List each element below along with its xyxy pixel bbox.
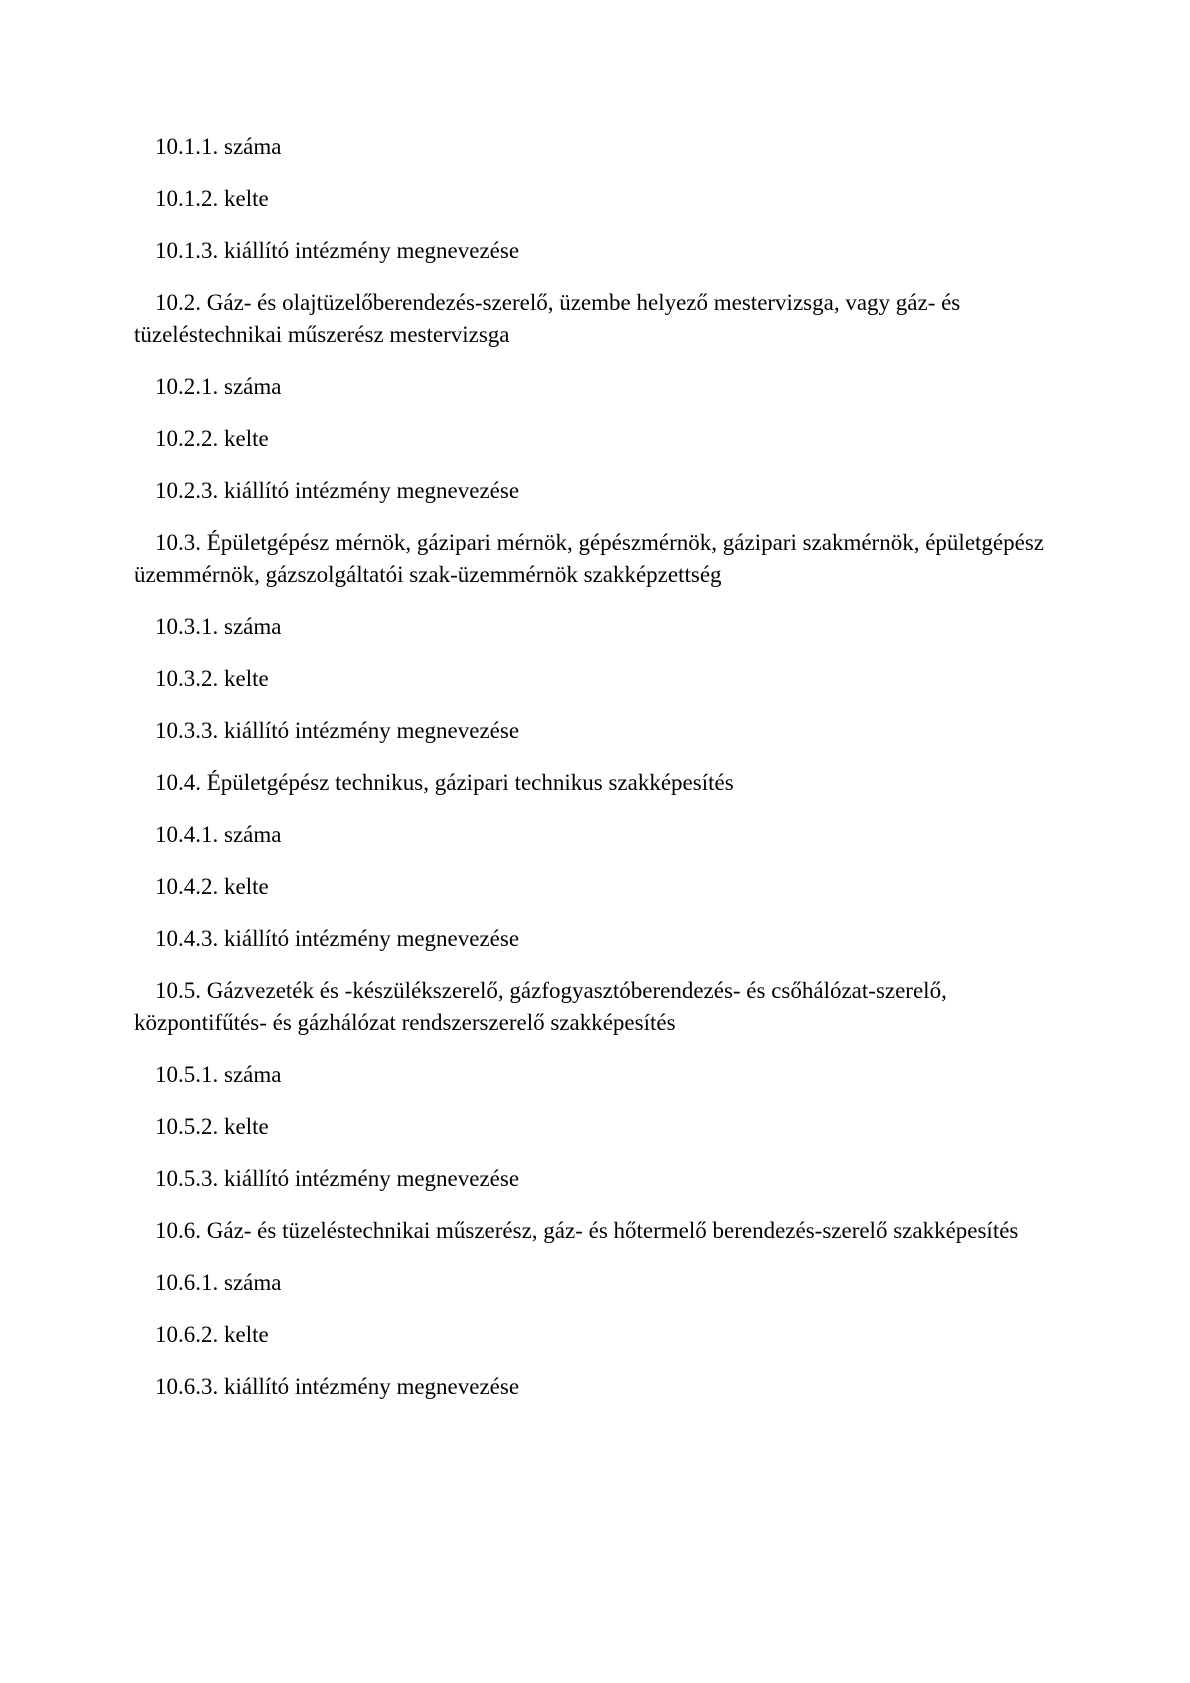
paragraph-10-2: 10.2. Gáz- és olajtüzelőberendezés-szerelő, üzembe helyező mestervizsga, vagy gáz- és tüzeléstechnikai műszerész mestervizsga [134, 290, 961, 347]
paragraph-10-2-2: 10.2.2. kelte [155, 426, 269, 451]
paragraph-10-2-3: 10.2.3. kiállító intézmény megnevezése [155, 478, 520, 503]
paragraph-10-6-1: 10.6.1. száma [155, 1270, 282, 1295]
paragraph-10-4-1: 10.4.1. száma [155, 822, 282, 847]
paragraph-10-3-3: 10.3.3. kiállító intézmény megnevezése [155, 718, 520, 743]
paragraph-10-3-1: 10.3.1. száma [155, 614, 282, 639]
paragraph-10-6-3: 10.6.3. kiállító intézmény megnevezése [155, 1374, 520, 1399]
paragraph-10-2-1: 10.2.1. száma [155, 374, 282, 399]
paragraph-10-4-2: 10.4.2. kelte [155, 874, 269, 899]
paragraph-10-1-1: 10.1.1. száma [155, 134, 282, 159]
paragraph-10-6: 10.6. Gáz- és tüzeléstechnikai műszerész, gáz- és hőtermelő berendezés-szerelő szakképesítés [155, 1218, 1019, 1243]
paragraph-10-1-2: 10.1.2. kelte [155, 186, 269, 211]
paragraph-10-5: 10.5. Gázvezeték és -készülékszerelő, gázfogyasztóberendezés- és csőhálózat-szerelő, központifűtés- és gázhálózat rendszerszerelő szakképesítés [134, 978, 947, 1035]
paragraph-10-4: 10.4. Épületgépész technikus, gázipari technikus szakképesítés [155, 770, 734, 795]
paragraph-10-3: 10.3. Épületgépész mérnök, gázipari mérnök, gépészmérnök, gázipari szakmérnök, épületgépész üzemmérnök, gázszolgáltatói szak-üzemmérnök szakképzettség [134, 530, 1044, 587]
paragraph-10-1-3: 10.1.3. kiállító intézmény megnevezése [155, 238, 520, 263]
paragraph-10-4-3: 10.4.3. kiállító intézmény megnevezése [155, 926, 520, 951]
paragraph-10-5-3: 10.5.3. kiállító intézmény megnevezése [155, 1166, 520, 1191]
paragraph-10-5-1: 10.5.1. száma [155, 1062, 282, 1087]
paragraph-10-5-2: 10.5.2. kelte [155, 1114, 269, 1139]
document-body [134, 131, 1055, 1403]
paragraph-10-3-2: 10.3.2. kelte [155, 666, 269, 691]
paragraph-10-6-2: 10.6.2. kelte [155, 1322, 269, 1347]
